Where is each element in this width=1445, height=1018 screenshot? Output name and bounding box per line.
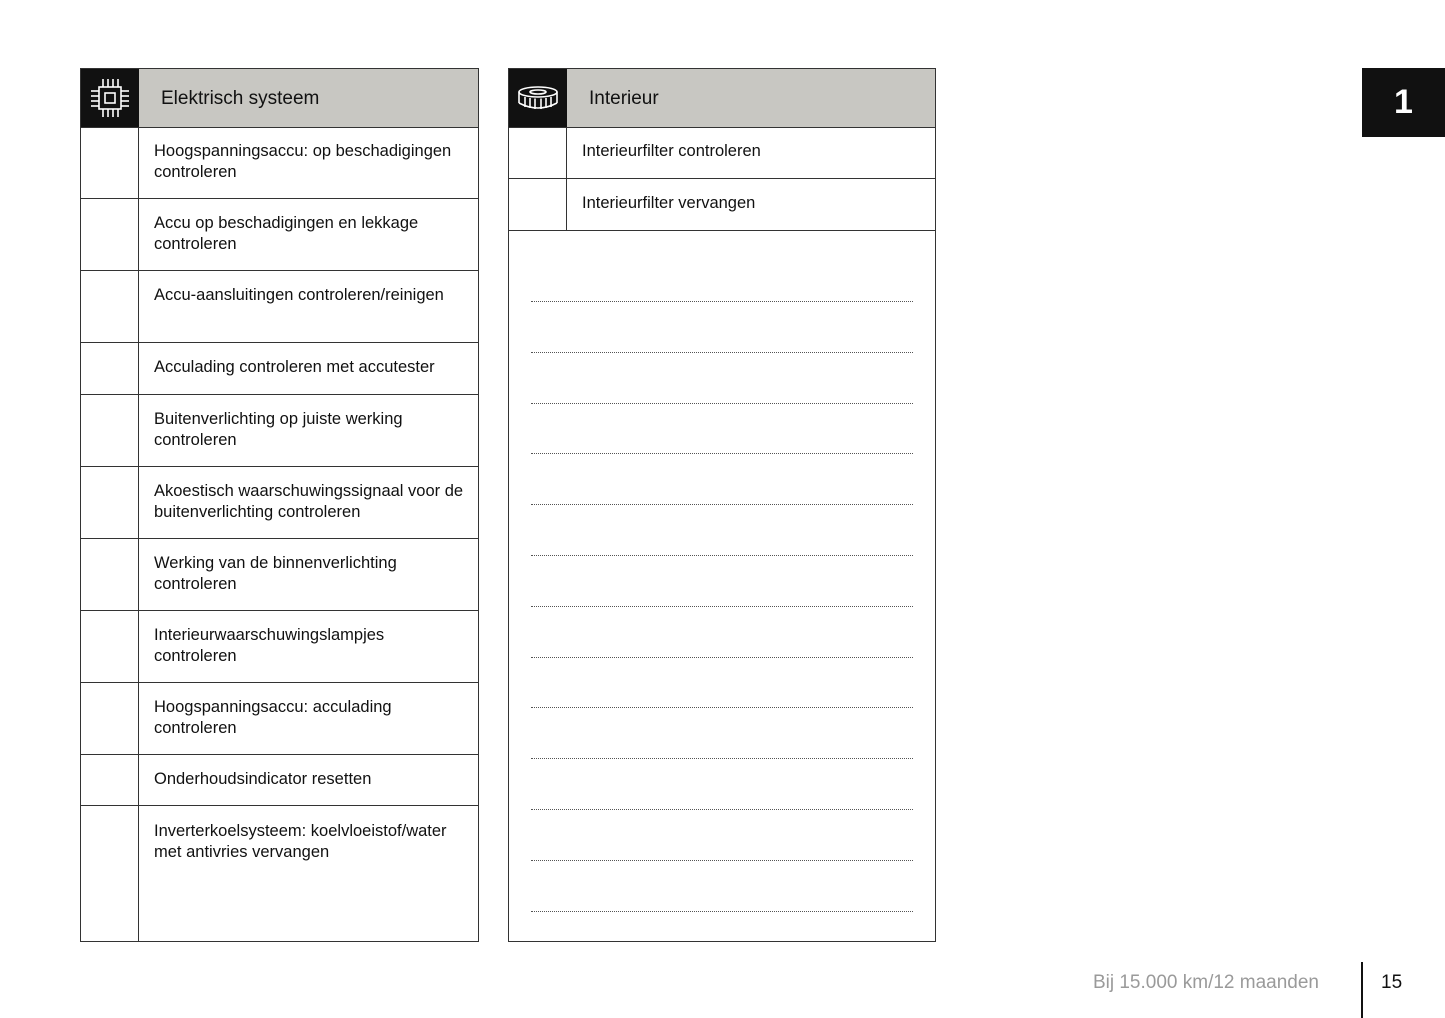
note-line[interactable]: [531, 809, 913, 810]
cabin-filter-icon: [509, 69, 567, 127]
checklist-row: [81, 127, 478, 199]
checklist-item-label: Accu op beschadigingen en lekkage controleren: [154, 214, 419, 253]
checklist-item-label: Hoogspanningsaccu: acculading controleren: [154, 698, 392, 737]
checklist-item-label: Onderhoudsindicator resetten: [154, 770, 372, 788]
page-number: 15: [1381, 972, 1403, 993]
checkbox[interactable]: [81, 343, 138, 394]
checklist-row: [81, 755, 478, 806]
checklist-row: [81, 683, 478, 755]
section-title: Interieur: [589, 88, 659, 109]
checkbox[interactable]: [81, 395, 138, 466]
section-header: [81, 69, 478, 128]
note-line[interactable]: [531, 657, 913, 658]
note-line[interactable]: [531, 707, 913, 708]
checkbox[interactable]: [81, 539, 138, 610]
checkbox[interactable]: [509, 127, 566, 178]
checklist-item-label: Interieurfilter controleren: [582, 142, 761, 160]
note-line[interactable]: [531, 606, 913, 607]
note-line[interactable]: [531, 911, 913, 912]
checklist-item-label: Interieurfilter vervangen: [582, 194, 756, 212]
note-line[interactable]: [531, 403, 913, 404]
checklist-item-label: Acculading controleren met accutester: [154, 358, 435, 376]
note-line[interactable]: [531, 504, 913, 505]
interior-checklist: [508, 68, 936, 942]
note-line[interactable]: [531, 453, 913, 454]
checkbox[interactable]: [81, 806, 138, 941]
checklist-row: [509, 179, 935, 231]
footer-interval-label: Bij 15.000 km/12 maanden: [1092, 972, 1319, 993]
checklist-row: [509, 127, 935, 179]
checklist-item-label: Buitenverlichting op juiste werking controleren: [154, 410, 403, 449]
checklist-row: [81, 806, 478, 941]
checklist-row: [81, 199, 478, 271]
section-header: [509, 69, 935, 128]
checklist-item-label: Akoestisch waarschuwingssignaal voor de buitenverlichting controleren: [154, 482, 464, 521]
chapter-tab: 1: [1362, 68, 1445, 137]
checklist-row: [81, 343, 478, 395]
electrical-system-checklist: [80, 68, 479, 942]
checkbox[interactable]: [81, 755, 138, 805]
checklist-row: [81, 539, 478, 611]
checklist-item-label: Accu-aansluitingen controleren/reinigen: [154, 286, 444, 304]
checkbox[interactable]: [81, 199, 138, 270]
note-line[interactable]: [531, 758, 913, 759]
note-line[interactable]: [531, 555, 913, 556]
footer-divider: [1361, 962, 1363, 1018]
checklist-item-label: Inverterkoelsysteem: koelvloeistof/water met antivries vervangen: [154, 822, 447, 861]
checklist-row: [81, 271, 478, 343]
checklist-row: [81, 467, 478, 539]
checkbox[interactable]: [81, 271, 138, 342]
checklist-item-label: Interieurwaarschuwingslampjes controleren: [154, 626, 385, 665]
checklist-row: [81, 395, 478, 467]
checklist-item-label: Hoogspanningsaccu: op beschadigingen controleren: [154, 142, 452, 181]
checkbox[interactable]: [81, 611, 138, 682]
note-line[interactable]: [531, 860, 913, 861]
note-line[interactable]: [531, 301, 913, 302]
checkbox[interactable]: [81, 683, 138, 754]
checklist-item-label: Werking van de binnenverlichting controleren: [154, 554, 397, 593]
checkbox[interactable]: [81, 467, 138, 538]
checkbox[interactable]: [81, 127, 138, 198]
note-line[interactable]: [531, 352, 913, 353]
section-title: Elektrisch systeem: [161, 88, 320, 109]
chip-icon: [81, 69, 139, 127]
checkbox[interactable]: [509, 179, 566, 230]
checklist-row: [81, 611, 478, 683]
